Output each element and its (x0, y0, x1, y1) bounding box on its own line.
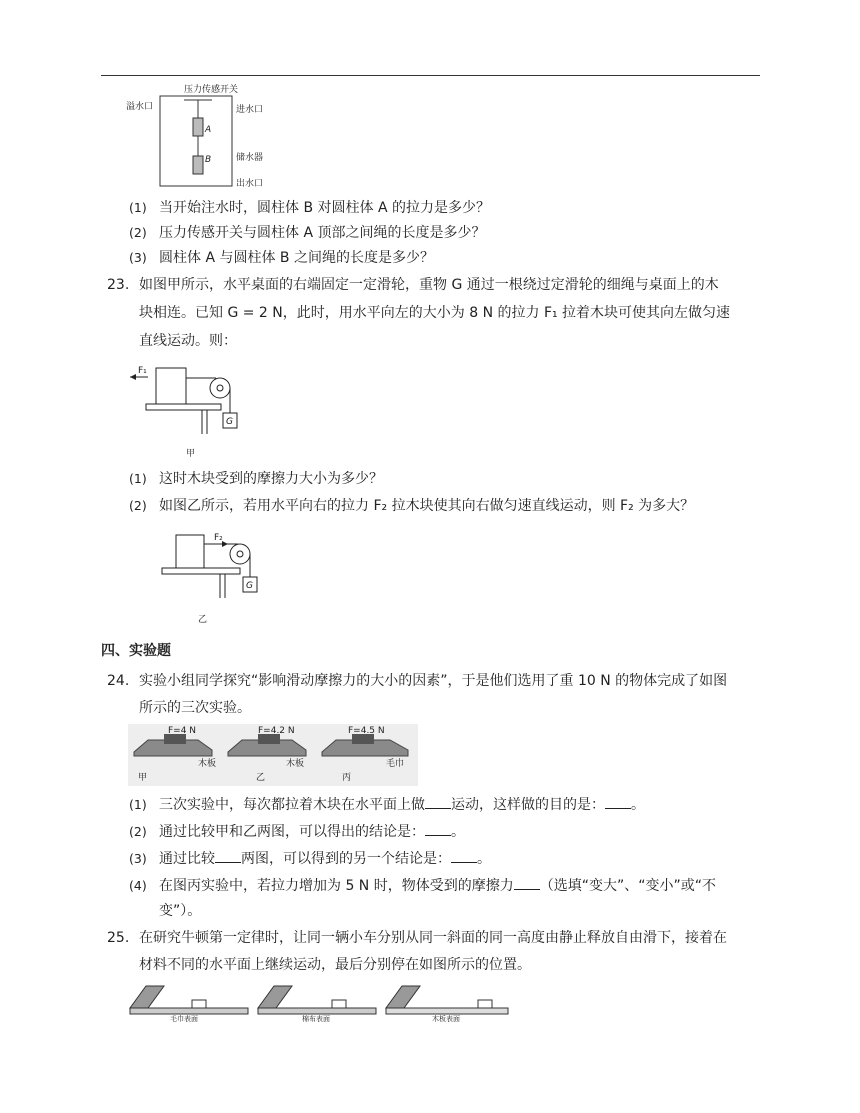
q24-line2: 所示的三次实验。 (139, 700, 251, 716)
blank[interactable] (605, 794, 631, 809)
q22-item-3: (3) 圆柱体 A 与圆柱体 B 之间绳的长度是多少？ (129, 250, 434, 266)
q22-item-1: (1) 当开始注水时，圆柱体 B 对圆柱体 A 的拉力是多少？ (129, 200, 490, 216)
weight-g-label-a: G (226, 417, 233, 427)
force-yi: F=4.2 N (258, 726, 295, 736)
f1-label: F₁ (138, 366, 147, 376)
inlet-label: 进水口 (236, 105, 264, 115)
q24-item-2: (2) 通过比较甲和乙两图，可以得出的结论是： 。 (129, 821, 465, 843)
blank[interactable] (514, 875, 540, 890)
figure-yi (158, 530, 268, 630)
weight-g-label-b: G (246, 581, 253, 591)
water-tank-figure (126, 82, 276, 190)
caption-24-yi: 乙 (256, 773, 266, 783)
figure-jia (128, 362, 248, 462)
q24-line1: 实验小组同学探究“影响滑动摩擦力的大小的因素”，于是他们选用了重 10 N 的物体完成了如图 (139, 673, 728, 689)
newton-experiment-figure (128, 980, 513, 1022)
q25-line2: 材料不同的水平面上继续运动，最后分别停在如图所示的位置。 (139, 957, 531, 973)
overflow-label: 溢水口 (126, 102, 154, 112)
blank[interactable] (215, 848, 241, 863)
surface-label-cotton: 棉布表面 (302, 1015, 330, 1022)
surface-panel-wood (386, 986, 508, 1022)
f2-label: F₂ (214, 533, 223, 543)
pressure-switch-label: 压力传感开关 (184, 85, 239, 95)
q22-item-2: (2) 压力传感开关与圆柱体 A 顶部之间绳的长度是多少？ (129, 225, 486, 241)
q25-line1: 在研究牛顿第一定律时，让同一辆小车分别从同一斜面的同一高度由静止释放自由滑下，接着在 (139, 930, 727, 946)
surface-yi: 木板 (286, 759, 305, 769)
surface-panel-towel (130, 986, 248, 1022)
tank-label: 储水器 (236, 153, 264, 163)
blank[interactable] (425, 821, 451, 836)
caption-jia: 甲 (186, 449, 196, 459)
header-rule (101, 75, 760, 76)
q23-line3: 直线运动。则： (139, 333, 237, 349)
q23-line2: 块相连。已知 G = 2 N，此时，用水平向左的大小为 8 N 的拉力 F₁ 拉着木块可使其向左做匀速 (139, 305, 731, 321)
force-bing: F=4.5 N (348, 726, 385, 736)
q24-item-4-cont: 变”）。 (159, 903, 202, 919)
caption-yi: 乙 (198, 615, 208, 625)
q23-line1: 如图甲所示，水平桌面的右端固定一定滑轮，重物 G 通过一根绕过定滑轮的细绳与桌面上的木 (139, 277, 719, 293)
q23-item-1: (1) 这时木块受到的摩擦力大小为多少？ (129, 471, 383, 487)
q24-number: 24. (107, 673, 130, 689)
section-title: 四、实验题 (101, 643, 171, 659)
friction-experiment-figure (128, 724, 418, 786)
q23-number: 23. (107, 277, 130, 293)
blank[interactable] (451, 848, 477, 863)
q24-item-3: (3) 通过比较 两图，可以得到的另一个结论是： 。 (129, 848, 491, 870)
q23-item-2: (2) 如图乙所示，若用水平向右的拉力 F₂ 拉木块使其向右做匀速直线运动，则 F₂ 为多大？ (129, 498, 695, 514)
outlet-label: 出水口 (236, 179, 264, 189)
blank[interactable] (425, 794, 451, 809)
cylinder-a-label: A (205, 125, 212, 135)
q24-item-4: (4) 在图丙实验中，若拉力增加为 5 N 时，物体受到的摩擦力 （选填“变大”、“变小”或“不 (129, 875, 716, 897)
caption-24-bing: 丙 (342, 773, 352, 783)
cylinder-b-label: B (205, 155, 212, 165)
surface-bing: 毛巾 (386, 759, 405, 769)
surface-jia: 木板 (198, 759, 217, 769)
surface-panel-cotton (258, 986, 376, 1022)
surface-label-wood: 木板表面 (432, 1015, 460, 1022)
surface-label-towel: 毛巾表面 (170, 1015, 198, 1022)
caption-24-jia: 甲 (138, 773, 148, 783)
q25-number: 25. (107, 930, 130, 946)
q24-item-1: (1) 三次实验中，每次都拉着木块在水平面上做 运动，这样做的目的是： 。 (129, 794, 645, 816)
force-jia: F=4 N (168, 726, 197, 736)
